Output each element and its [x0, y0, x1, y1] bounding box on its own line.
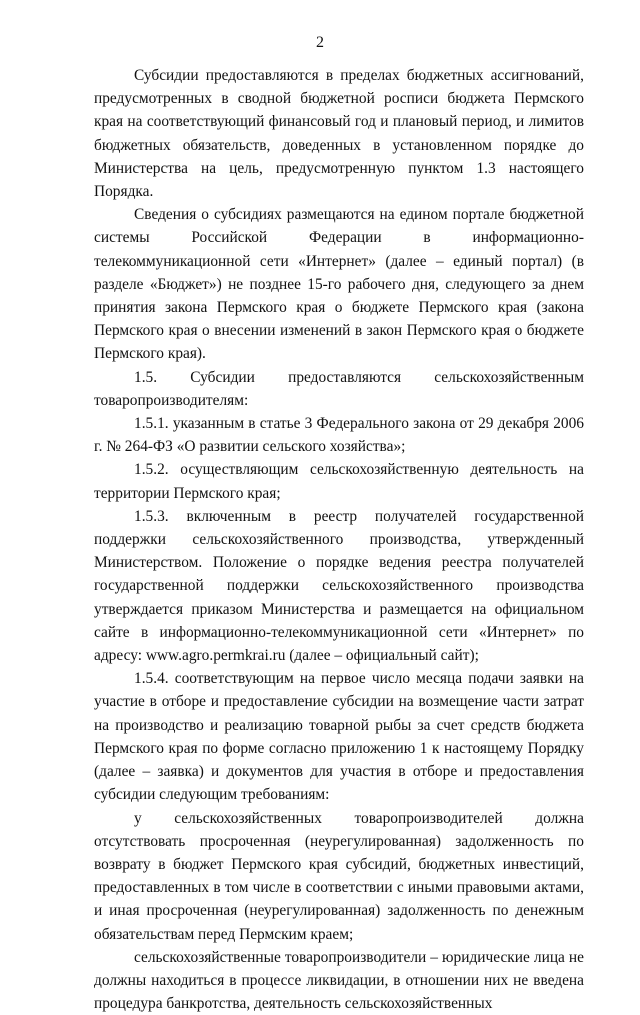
paragraph-subsidy-limits: Субсидии предоставляются в пределах бюджетных ассигнований, предусмотренных в сводной бюджетной росписи бюджета Пермского края на соответствующий финансовый год и плановый период, и лимитов бюджетных обязательств, доведенных в установленном порядке до Министерства на цель, предусмотренную пунктом 1.3 настоящего Порядка.	[94, 67, 584, 201]
paragraph-1-5: 1.5. Субсидии предоставляются сельскохозяйственным товаропроизводителям:	[94, 368, 584, 409]
document-body	[94, 64, 584, 1015]
paragraph-1-5-2: 1.5.2. осуществляющим сельскохозяйственную деятельность на территории Пермского края;	[94, 461, 584, 502]
page-number: 2	[316, 34, 324, 51]
paragraph-portal-info: Сведения о субсидиях размещаются на едином портале бюджетной системы Российской Федерации в информационно-телекоммуникационной сети «Интернет» (далее – единый портал) (в разделе «Бюджет») не позднее 15-го рабочего дня, следующего за днем принятия закона Пермского края о бюджете Пермского края (закона Пермского края о внесении изменений в закон Пермского края о бюджете Пермского края).	[94, 206, 584, 363]
paragraph-1-5-3: 1.5.3. включенным в реестр получателей государственной поддержки сельскохозяйственного производства, утвержденный Министерством. Положение о порядке ведения реестра получателей государственной поддержки сельскохозяйственного производства утверждается приказом Министерства и размещается на официальном сайте в информационно-телекоммуникационной сети «Интернет» по адресу: www.agro.permkrai.ru (далее – официальный сайт);	[94, 507, 584, 665]
paragraph-liquidation-requirement: сельскохозяйственные товаропроизводители – юридические лица не должны находиться в процессе ликвидации, в отношении них не введена процедура банкротства, деятельность сельскохозяйственных	[94, 948, 584, 1013]
paragraph-1-5-4: 1.5.4. соответствующим на первое число месяца подачи заявки на участие в отборе и предоставление субсидии на возмещение части затрат на производство и реализацию товарной рыбы за счет средств бюджета Пермского края по форме согласно приложению 1 к настоящему Порядку (далее – заявка) и документов для участия в отборе и предоставления субсидии следующим требованиям:	[94, 670, 584, 804]
paragraph-1-5-1: 1.5.1. указанным в статье 3 Федерального закона от 29 декабря 2006 г. № 264-ФЗ «О развитии сельского хозяйства»;	[94, 415, 584, 456]
paragraph-debt-requirement: у сельскохозяйственных товаропроизводителей должна отсутствовать просроченная (неурегулированная) задолженность по возврату в бюджет Пермского края субсидий, бюджетных инвестиций, предоставленных в том числе в соответствии с иными правовыми актами, и иная просроченная (неурегулированная) задолженность по денежным обязательствам перед Пермским краем;	[94, 809, 584, 943]
